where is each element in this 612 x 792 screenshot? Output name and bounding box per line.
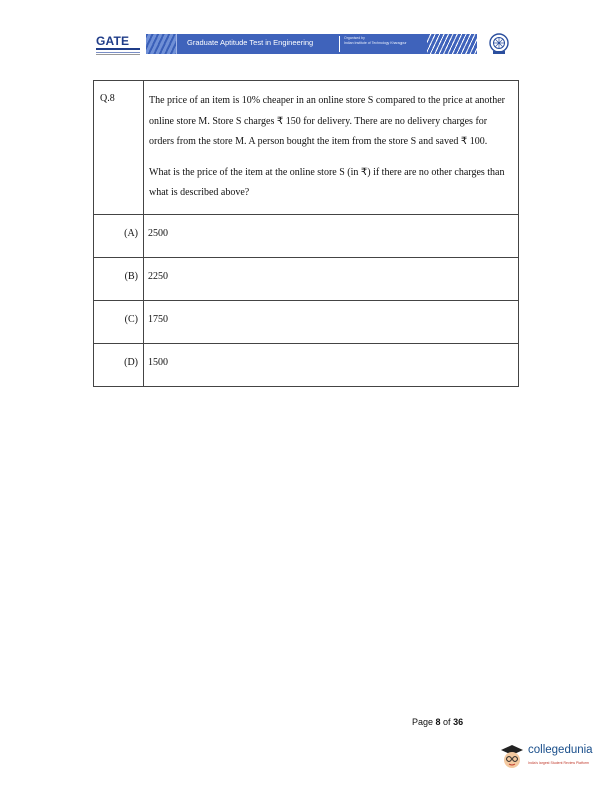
question-prompt: What is the price of the item at the online store S (in ₹) if there are no other charges than what is described above? [149, 166, 505, 198]
option-label: (D) [94, 344, 144, 386]
page-prefix: Page [412, 717, 436, 727]
option-row-c[interactable] [94, 301, 518, 344]
option-label: (B) [94, 258, 144, 300]
banner-stripes [427, 34, 477, 54]
gate-logo-rule-secondary [96, 52, 140, 53]
organiser-name: Indian Institute of Technology Kharagpur [344, 41, 407, 45]
option-label: (C) [94, 301, 144, 343]
iit-emblem-icon [488, 32, 510, 56]
question-row [94, 81, 518, 215]
header-banner [146, 34, 476, 54]
question-number: Q.8 [94, 81, 144, 214]
header-banner-panel [176, 34, 477, 54]
option-value: 2500 [148, 227, 168, 239]
gate-logo-text: GATE [96, 34, 130, 48]
option-value: 1500 [148, 356, 168, 368]
option-label: (A) [94, 215, 144, 257]
option-row-d[interactable] [94, 344, 518, 386]
question-body [144, 81, 518, 214]
page-current: 8 [435, 717, 441, 727]
page-of: of [440, 717, 454, 727]
banner-organiser [339, 36, 407, 52]
brand-name: collegedunia [528, 744, 593, 756]
option-row-b[interactable] [94, 258, 518, 301]
organised-by-label: Organised by [344, 36, 365, 40]
question-table [93, 80, 519, 387]
gate-logo-rule [96, 48, 140, 50]
gate-logo [96, 34, 142, 56]
collegedunia-logo [498, 738, 606, 778]
page-header [96, 30, 516, 60]
option-row-a[interactable] [94, 215, 518, 258]
gate-logo-subline [96, 54, 140, 55]
page-number [412, 717, 463, 727]
page-total: 36 [453, 717, 464, 727]
option-value: 1750 [148, 313, 168, 325]
option-value: 2250 [148, 270, 168, 282]
question-stem: The price of an item is 10% cheaper in an online store S compared to the price at another online store M. Store S charges ₹ 150 for delivery. There are no delivery charges for orders from the store M. A person bought the item from the store S and saved ₹ 100. [149, 95, 505, 147]
graduate-mascot-icon [498, 742, 526, 772]
banner-title: Graduate Aptitude Test in Engineering [187, 38, 314, 47]
brand-tagline: India's largest Student Review Platform [528, 761, 589, 765]
